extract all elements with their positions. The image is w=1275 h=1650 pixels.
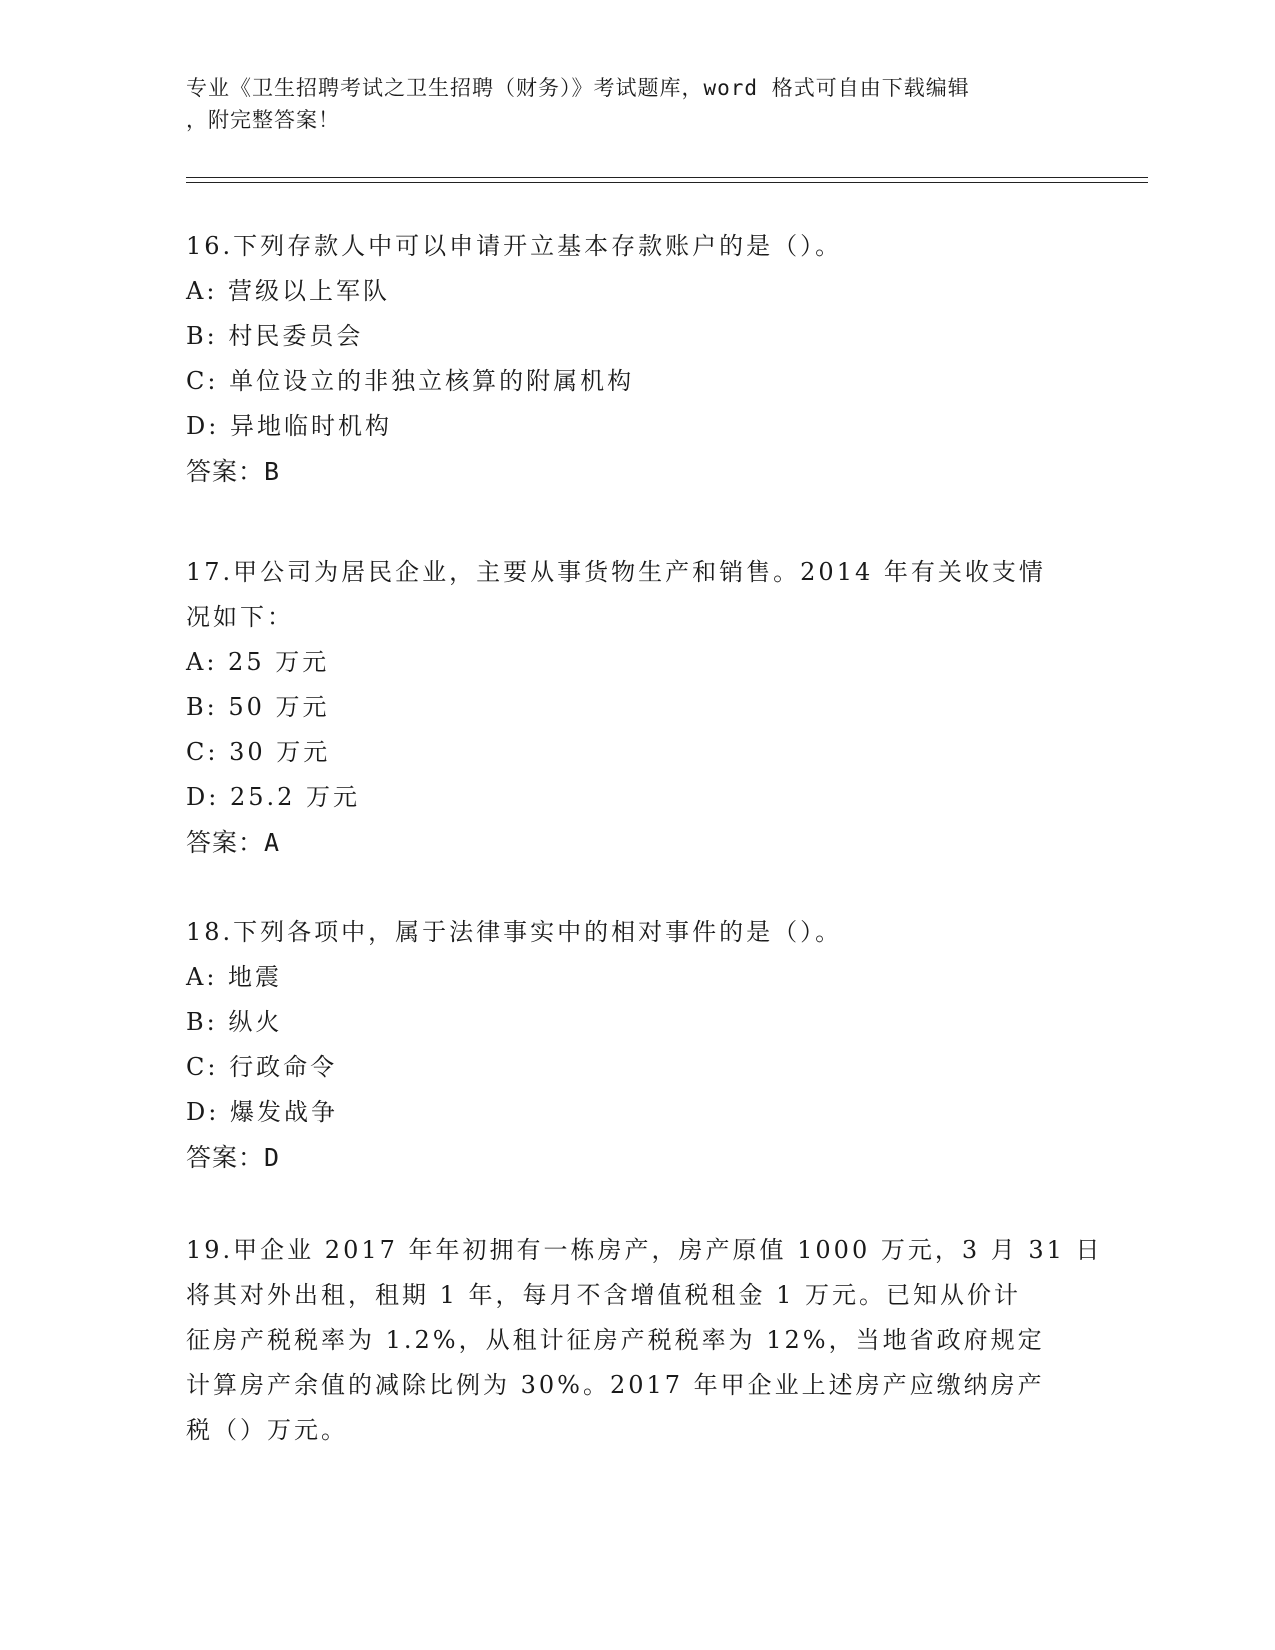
header-line-2: ，附完整答案！ — [186, 108, 340, 132]
question-17 — [186, 550, 1086, 865]
question-stem-line-2: 况如下： — [186, 603, 294, 631]
option-d: D: 异地临时机构 — [186, 412, 392, 440]
option-a: A: 营级以上军队 — [186, 277, 391, 305]
header-divider-bottom — [186, 182, 1148, 183]
question-stem: 16.下列存款人中可以申请开立基本存款账户的是（）。 — [186, 232, 843, 260]
answer-label: 答案： — [186, 1143, 265, 1172]
document-header — [186, 72, 1086, 136]
question-19 — [186, 1228, 1103, 1453]
answer-label: 答案： — [186, 828, 265, 857]
question-stem-line-4: 计算房产余值的减除比例为 30%。2017 年甲企业上述房产应缴纳房产 — [186, 1371, 1045, 1399]
option-b: B: 村民委员会 — [186, 322, 364, 350]
question-16 — [186, 224, 1086, 494]
question-stem-line-3: 征房产税税率为 1.2%，从租计征房产税税率为 12%，当地省政府规定 — [186, 1326, 1045, 1354]
answer-line — [186, 449, 1086, 494]
question-stem-line-1: 19.甲企业 2017 年年初拥有一栋房产，房产原值 1000 万元，3 月 31 日 — [186, 1236, 1103, 1264]
option-c: C: 30 万元 — [186, 738, 331, 766]
question-stem-line-5: 税（）万元。 — [186, 1416, 348, 1444]
answer-value: A — [264, 828, 281, 857]
answer-line — [186, 820, 1086, 865]
option-d: D: 爆发战争 — [186, 1098, 338, 1126]
question-stem-line-1: 17.甲公司为居民企业，主要从事货物生产和销售。2014 年有关收支情 — [186, 558, 1046, 586]
header-line-1: 专业《卫生招聘考试之卫生招聘（财务）》考试题库，word 格式可自由下载编辑 — [186, 76, 970, 100]
option-d: D: 25.2 万元 — [186, 783, 361, 811]
option-b: B: 50 万元 — [186, 693, 330, 721]
option-b: B: 纵火 — [186, 1008, 283, 1036]
answer-value: D — [264, 1143, 281, 1172]
option-c: C: 行政命令 — [186, 1053, 338, 1081]
option-a: A: 地震 — [186, 963, 283, 991]
header-divider-top — [186, 177, 1148, 178]
answer-label: 答案： — [186, 457, 265, 486]
question-18 — [186, 910, 1086, 1180]
question-stem: 18.下列各项中，属于法律事实中的相对事件的是（）。 — [186, 918, 843, 946]
answer-line — [186, 1135, 1086, 1180]
question-stem-line-2: 将其对外出租，租期 1 年，每月不含增值税租金 1 万元。已知从价计 — [186, 1281, 1022, 1309]
answer-value: B — [264, 457, 281, 486]
option-a: A: 25 万元 — [186, 648, 330, 676]
option-c: C: 单位设立的非独立核算的附属机构 — [186, 367, 635, 395]
